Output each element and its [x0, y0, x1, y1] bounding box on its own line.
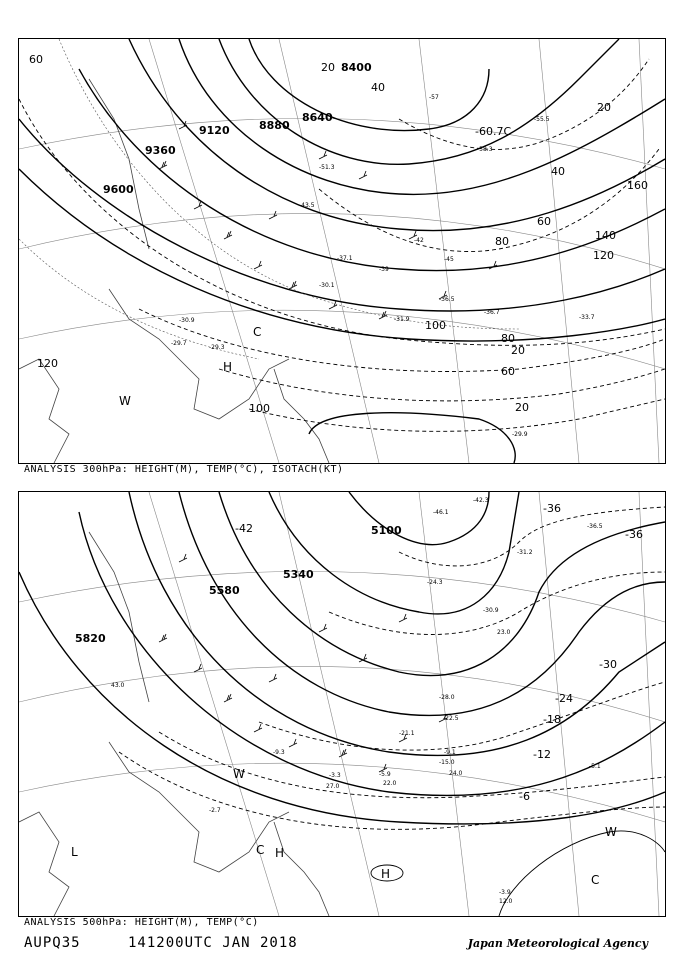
- map-500hpa-canvas: [19, 492, 665, 916]
- station-value: -58.3: [477, 146, 493, 153]
- station-value: -36.5: [587, 523, 603, 530]
- isotach-label: 20: [511, 344, 525, 357]
- station-value: 22.0: [383, 780, 397, 787]
- station-value: -24.3: [427, 579, 443, 586]
- isotach-label: 80: [501, 332, 515, 345]
- height-label-9360: 9360: [145, 144, 176, 157]
- isotach-label: 20: [321, 61, 335, 74]
- station-value: 43.0: [111, 682, 125, 689]
- warm-symbol: W: [119, 394, 131, 408]
- station-value: -36.5: [439, 296, 455, 303]
- height-label-8400: 8400: [341, 61, 372, 74]
- station-value: -33.7: [579, 314, 595, 321]
- isotach-label: 60: [29, 53, 43, 66]
- station-value: -5.1: [589, 763, 601, 770]
- agency-name: Japan Meteorological Agency: [467, 937, 648, 950]
- station-value: -30.1: [319, 282, 335, 289]
- station-value: -42.3: [473, 497, 489, 504]
- closed-contours: [371, 831, 665, 916]
- warm-symbol: W: [605, 825, 617, 839]
- station-value: -46.1: [433, 509, 449, 516]
- height-label-5580: 5580: [209, 584, 240, 597]
- station-value: -31.2: [517, 549, 533, 556]
- station-value: -42: [414, 237, 424, 244]
- cold-symbol: C: [591, 873, 600, 887]
- station-value: -3.3: [329, 772, 341, 779]
- station-value: -39: [379, 266, 389, 273]
- high-pressure-symbol: H: [381, 867, 391, 881]
- station-value: -57: [429, 94, 439, 101]
- low-pressure-symbol: L: [71, 845, 78, 859]
- isotach-label: 160: [627, 179, 648, 192]
- station-value: -15.0: [439, 759, 455, 766]
- temp-label: -30: [599, 658, 617, 671]
- isotach-label: 20: [515, 401, 529, 414]
- temp-label: -60.7C: [475, 125, 512, 138]
- height-label-8640: 8640: [302, 111, 333, 124]
- isotach-label: 120: [593, 249, 614, 262]
- valid-time: 141200UTC JAN 2018: [128, 935, 298, 951]
- station-value: -45: [444, 256, 454, 263]
- height-label-9600: 9600: [103, 183, 134, 196]
- cold-symbol: C: [256, 843, 265, 857]
- height-label-5100: 5100: [371, 524, 402, 537]
- height-label-5340: 5340: [283, 568, 314, 581]
- coastline: [19, 79, 329, 463]
- map-500hpa: [18, 491, 666, 917]
- station-value: 12.0: [499, 898, 513, 905]
- station-value: -55.5: [534, 116, 550, 123]
- chart-code: AUPQ35: [24, 935, 81, 951]
- station-value: -51.3: [319, 164, 335, 171]
- station-value: -43.5: [299, 202, 315, 209]
- station-value: -37.1: [337, 255, 353, 262]
- isotach-label: 40: [371, 81, 385, 94]
- station-value: -30.9: [483, 607, 499, 614]
- isotach-label: 20: [597, 101, 611, 114]
- height-contours: [19, 492, 665, 824]
- station-value: -30.9: [179, 317, 195, 324]
- height-contours: [19, 39, 665, 463]
- station-value: -36.7: [484, 309, 500, 316]
- station-value: -21.1: [399, 730, 415, 737]
- caption-300hpa: ANALYSIS 300hPa: HEIGHT(M), TEMP(°C), ISOTACH(KT): [24, 464, 344, 475]
- station-value: 24.0: [449, 770, 463, 777]
- temp-label: -36: [543, 502, 561, 515]
- isotachs: [19, 59, 665, 431]
- isotach-label: 140: [595, 229, 616, 242]
- high-pressure-symbol: H: [223, 360, 233, 374]
- station-observations: [171, 94, 595, 438]
- map-300hpa-canvas: [19, 39, 665, 463]
- temp-label: -36: [625, 528, 643, 541]
- height-label-8880: 8880: [259, 119, 290, 132]
- isotach-label: 60: [501, 365, 515, 378]
- isotach-label: 100: [249, 402, 270, 415]
- temp-label: -18: [543, 713, 561, 726]
- station-value: -3.9: [499, 889, 511, 896]
- temp-label: -42: [235, 522, 253, 535]
- isotach-label: 100: [425, 319, 446, 332]
- isotach-label: 60: [537, 215, 551, 228]
- station-value: -5.9: [379, 771, 391, 778]
- temp-label: -6: [519, 790, 530, 803]
- temp-label: -12: [533, 748, 551, 761]
- station-value: 23.0: [497, 629, 511, 636]
- warm-symbol: W: [233, 767, 245, 781]
- station-value: -2.7: [209, 807, 221, 814]
- cold-symbol: C: [253, 325, 262, 339]
- height-label-9120: 9120: [199, 124, 230, 137]
- high-pressure-symbol: H: [275, 846, 285, 860]
- station-value: -29.7: [171, 340, 187, 347]
- station-value: -28.0: [439, 694, 455, 701]
- station-value: -22.5: [443, 715, 459, 722]
- station-observations: [111, 497, 603, 905]
- station-value: -29.9: [512, 431, 528, 438]
- station-value: -31.9: [394, 316, 410, 323]
- caption-500hpa: ANALYSIS 500hPa: HEIGHT(M), TEMP(°C): [24, 917, 259, 928]
- isotach-label: 120: [37, 357, 58, 370]
- station-value: -29.3: [209, 344, 225, 351]
- isotach-label: 40: [551, 165, 565, 178]
- station-value: -9.3: [273, 749, 285, 756]
- station-value: -9.1: [444, 749, 456, 756]
- isotach-label: 80: [495, 235, 509, 248]
- station-value: 27.0: [326, 783, 340, 790]
- temp-label: -24: [555, 692, 573, 705]
- wind-barbs: [159, 554, 447, 772]
- height-label-5820: 5820: [75, 632, 106, 645]
- map-300hpa: [18, 38, 666, 464]
